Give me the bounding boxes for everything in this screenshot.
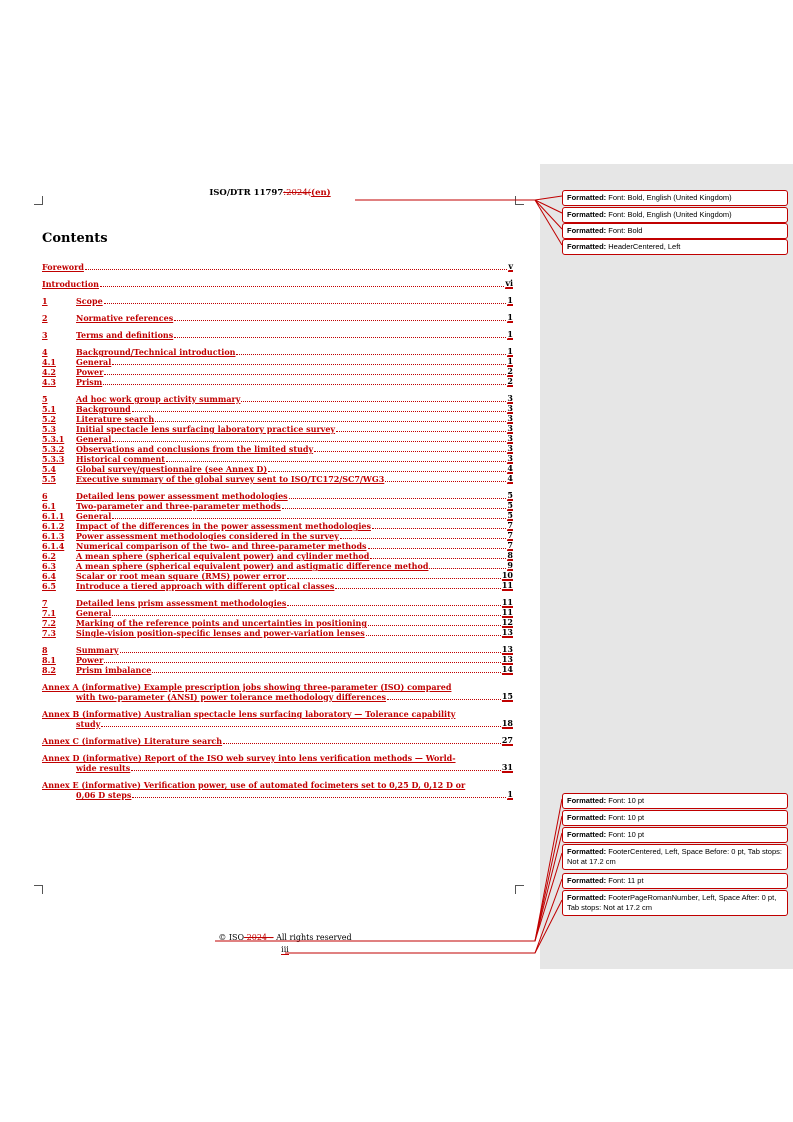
toc-entry-number: 6.3 [42, 561, 56, 571]
toc-entry-title: Prism imbalance [76, 665, 152, 675]
toc-entry-title: General [76, 608, 112, 618]
toc-entry-page: 4 [507, 473, 513, 483]
comment-text: Font: 10 pt [608, 830, 645, 839]
comment-label: Formatted: [567, 893, 607, 902]
footer-page-number: iii [281, 945, 289, 954]
annex-title-text: wide results [76, 763, 131, 773]
annex-title-text: study [76, 719, 101, 729]
toc-entry-title: Literature search [76, 414, 155, 424]
toc-entry-page: 27 [501, 735, 513, 745]
toc-entry-page: 3 [507, 403, 513, 413]
toc-entry-title: Single-vision position-specific lenses and power-variation lenses [76, 628, 365, 638]
leader-line [535, 833, 562, 941]
toc-entry-page: 12 [501, 617, 513, 627]
toc-entry-number: 6.5 [42, 581, 56, 591]
comment-label: Formatted: [567, 226, 607, 235]
toc-entry-number: 8.2 [42, 665, 56, 675]
toc-entry-page: 11 [501, 607, 513, 617]
comment-label: Formatted: [567, 210, 607, 219]
toc-entry-title: Background/Technical introduction [76, 347, 236, 357]
toc-entry-title: Executive summary of the global survey sent to ISO/TC172/SC7/WG3 [76, 474, 385, 484]
toc-entry-title: Power [76, 655, 104, 665]
toc-entry-page: 1 [507, 346, 513, 356]
toc-entry-number: 5.3.3 [42, 454, 65, 464]
toc-entry-number: 8 [42, 645, 48, 655]
comment-text: Font: 10 pt [608, 813, 645, 822]
toc-entry-title: Two-parameter and three-parameter methods [76, 501, 281, 511]
toc-entry-number: 6.1.3 [42, 531, 65, 541]
toc-entry-title: Prism [76, 377, 103, 387]
toc-entry-page: 1 [507, 789, 513, 799]
toc-entry-number: 5.2 [42, 414, 56, 424]
toc-entry-number: 7.3 [42, 628, 56, 638]
toc-entry-page: 9 [507, 560, 513, 570]
toc-entry-number: 7 [42, 598, 48, 608]
toc-entry-number: 6.1 [42, 501, 56, 511]
comment-label: Formatted: [567, 796, 607, 805]
toc-entry-page: vi [505, 278, 513, 288]
toc-entry-title: A mean sphere (spherical equivalent power) and astigmatic difference method [76, 561, 429, 571]
comment-text: HeaderCentered, Left [608, 242, 681, 251]
toc-entry-page: 18 [501, 718, 513, 728]
header-deleted-text: :2024( [283, 188, 312, 198]
annex-title-text: 0,06 D steps [76, 790, 132, 800]
annex-title-line: Annex B (informative) Australian spectacle lens surfacing laboratory — Tolerance capability [42, 709, 456, 719]
toc-entry-page: v [508, 261, 513, 271]
toc-entry-number: 4.3 [42, 377, 56, 387]
toc-entry-page: 7 [507, 520, 513, 530]
header-inserted-text: (en) [311, 188, 331, 198]
leader-line [285, 879, 562, 953]
toc-entry-number: 5.3.1 [42, 434, 65, 444]
toc-entry-number: 6.2 [42, 551, 56, 561]
toc-entry-number: 6.1.1 [42, 511, 65, 521]
toc-entry-title: Observations and conclusions from the limited study [76, 444, 314, 454]
toc-entry-page: 2 [507, 366, 513, 376]
comment-text: FooterPageRomanNumber, Left, Space After: 0 pt, Tab stops: Not at 17.2 cm [567, 893, 777, 912]
comment-label: Formatted: [567, 876, 607, 885]
annex-title-text: with two-parameter (ANSI) power tolerance methodology differences [76, 692, 387, 702]
toc-entry-page: 13 [501, 644, 513, 654]
toc-entry-number: 7.2 [42, 618, 56, 628]
annex-title-line: Annex E (informative) Verification power, use of automated focimeters set to 0,25 D, 0,12 D or [42, 780, 466, 790]
toc-entry-page: 1 [507, 356, 513, 366]
annex-title-line: Annex D (informative) Report of the ISO web survey into lens verification methods — World- [42, 753, 456, 763]
toc-entry-title: Foreword [42, 262, 84, 272]
toc-entry-number: 8.1 [42, 655, 56, 665]
toc-entry-number: 6.1.4 [42, 541, 65, 551]
toc-entry-title: General [76, 357, 112, 367]
comment-text: Font: Bold, English (United Kingdom) [608, 210, 732, 219]
comment-text: Font: Bold [608, 226, 643, 235]
toc-entry-number: 6 [42, 491, 48, 501]
toc-entry-page: 5 [507, 490, 513, 500]
toc-entry-page: 3 [507, 453, 513, 463]
toc-entry-number: 4 [42, 347, 48, 357]
toc-entry-page: 1 [507, 295, 513, 305]
annex-title-line: Annex A (informative) Example prescription jobs showing three-parameter (ISO) compared [42, 682, 452, 692]
toc-entry-number: 4.1 [42, 357, 56, 367]
leader-line [215, 799, 562, 941]
comment-label: Formatted: [567, 242, 607, 251]
toc-entry-page: 1 [507, 312, 513, 322]
toc-entry-title: General [76, 434, 112, 444]
toc-entry-title: Detailed lens power assessment methodologies [76, 491, 288, 501]
toc-entry-page: 13 [501, 627, 513, 637]
annex-title-text: Annex C (informative) Literature search [42, 736, 223, 746]
toc-entry-number: 5.3.2 [42, 444, 65, 454]
toc-entry-page: 11 [501, 580, 513, 590]
toc-entry-page: 15 [501, 691, 513, 701]
toc-entry-title: Normative references [76, 313, 174, 323]
footer-rights: All rights reserved [273, 933, 352, 942]
toc-entry-number: 5.5 [42, 474, 56, 484]
toc-entry-number: 3 [42, 330, 48, 340]
toc-entry-title: Ad hoc work group activity summary [76, 394, 241, 404]
toc-entry-page: 3 [507, 433, 513, 443]
toc-entry-page: 11 [501, 597, 513, 607]
toc-entry-title: Introduce a tiered approach with different optical classes [76, 581, 335, 591]
toc-entry-number: 4.2 [42, 367, 56, 377]
toc-entry-title: Scalar or root mean square (RMS) power error [76, 571, 286, 581]
toc-entry-title: Background [76, 404, 131, 414]
toc-entry-title: Global survey/questionnaire (see Annex D) [76, 464, 268, 474]
toc-entry-title: Power [76, 367, 104, 377]
comment-label: Formatted: [567, 847, 607, 856]
toc-entry-title: Scope [76, 296, 103, 306]
comment-label: Formatted: [567, 813, 607, 822]
toc-entry-number: 6.4 [42, 571, 56, 581]
toc-entry-page: 13 [501, 654, 513, 664]
toc-entry-page: 7 [507, 530, 513, 540]
toc-entry-page: 5 [507, 510, 513, 520]
toc-entry-title: Summary [76, 645, 119, 655]
toc-entry-page: 3 [507, 393, 513, 403]
leader-line [535, 853, 562, 941]
toc-entry-title: Detailed lens prism assessment methodologies [76, 598, 287, 608]
toc-entry-number: 7.1 [42, 608, 56, 618]
toc-entry-number: 5 [42, 394, 48, 404]
comment-label: Formatted: [567, 830, 607, 839]
header-doc-id: ISO/DTR 11797 [209, 188, 284, 198]
toc-entry-number: 2 [42, 313, 48, 323]
toc-entry-page: 5 [507, 500, 513, 510]
toc-entry-title: General [76, 511, 112, 521]
comment-label: Formatted: [567, 193, 607, 202]
toc-entry-title: Terms and definitions [76, 330, 174, 340]
toc-entry-title: A mean sphere (spherical equivalent power) and cylinder method [76, 551, 370, 561]
comment-text: Font: 11 pt [608, 876, 644, 885]
toc-entry-page: 7 [507, 540, 513, 550]
toc-entry-page: 4 [507, 463, 513, 473]
footer-copyright: © ISO [218, 933, 245, 942]
comment-text: FooterCentered, Left, Space Before: 0 pt, Tab stops: Not at 17.2 cm [567, 847, 782, 866]
toc-entry-title: Historical comment [76, 454, 166, 464]
toc-entry-title: Power assessment methodologies considered in the survey [76, 531, 339, 541]
toc-entry-title: Marking of the reference points and uncertainties in positioning [76, 618, 367, 628]
leader-line [535, 200, 562, 229]
toc-entry-number: 6.1.2 [42, 521, 65, 531]
toc-entry-number: 5.1 [42, 404, 56, 414]
toc-entry-page: 10 [501, 570, 513, 580]
toc-entry-title: Initial spectacle lens surfacing laboratory practice survey [76, 424, 336, 434]
toc-entry-page: 3 [507, 443, 513, 453]
leader-line [355, 196, 562, 200]
toc-entry-title: Impact of the differences in the power assessment methodologies [76, 521, 371, 531]
toc-entry-title: Numerical comparison of the two- and three-parameter methods [76, 541, 367, 551]
toc-entry-number: 5.3 [42, 424, 56, 434]
toc-entry-page: 8 [507, 550, 513, 560]
toc-entry-page: 14 [501, 664, 513, 674]
footer-deleted-text: 2024 – [244, 933, 274, 942]
toc-entry-title: Introduction [42, 279, 99, 289]
leader-line [535, 816, 562, 941]
contents-heading: Contents [42, 231, 108, 246]
toc-entry-page: 3 [507, 413, 513, 423]
toc-entry-number: 1 [42, 296, 48, 306]
toc-entry-number: 5.4 [42, 464, 56, 474]
toc-entry-page: 31 [501, 762, 513, 772]
comment-text: Font: 10 pt [608, 796, 645, 805]
comment-text: Font: Bold, English (United Kingdom) [608, 193, 732, 202]
toc-entry-page: 3 [507, 423, 513, 433]
toc-entry-page: 2 [507, 376, 513, 386]
toc-entry-page: 1 [507, 329, 513, 339]
